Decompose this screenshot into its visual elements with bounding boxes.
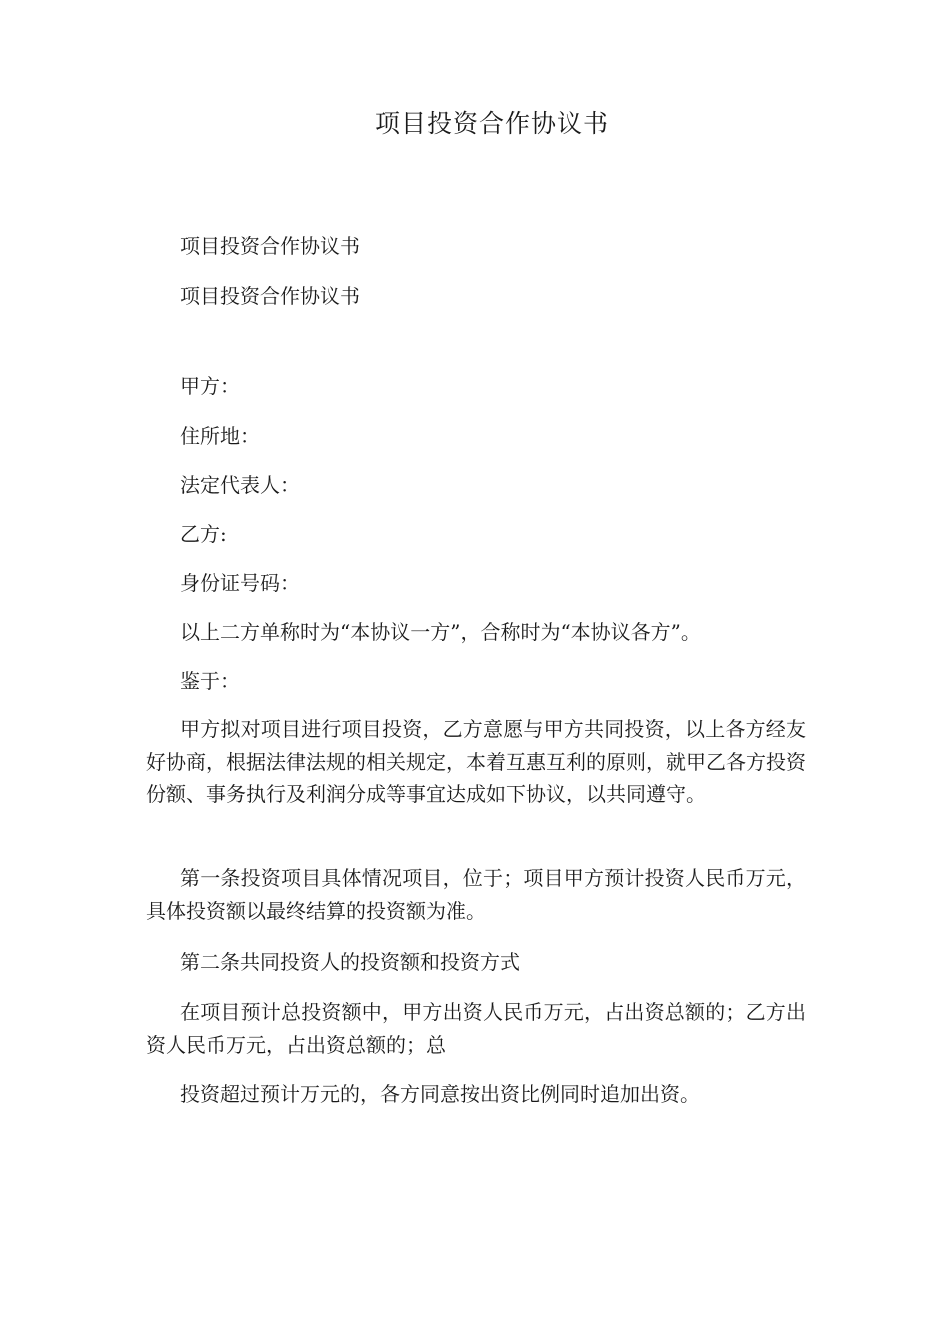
document-title: 项目投资合作协议书: [374, 109, 609, 138]
id-number-field: 身份证号码：: [180, 571, 300, 595]
article-1-paragraph: 第一条投资项目具体情况项目，位于；项目甲方预计投资人民币万元，具体投资额以最终结算的投资额为准。: [146, 866, 806, 923]
party-a-field: 甲方：: [180, 374, 240, 398]
party-b-field: 乙方:: [180, 522, 227, 546]
article-2-heading: 第二条共同投资人的投资额和投资方式: [180, 950, 520, 974]
recital-paragraph: 甲方拟对项目进行项目投资，乙方意愿与甲方共同投资，以上各方经友好协商，根据法律法规的相关规定，本着互惠互利的原则，就甲乙各方投资份额、事务执行及利润分成等事宜达成如下协议，以共同遵守。: [146, 717, 806, 806]
whereas-heading: 鉴于：: [180, 669, 240, 693]
subtitle-line-1: 项目投资合作协议书: [180, 234, 360, 258]
subtitle-line-2: 项目投资合作协议书: [180, 284, 360, 308]
address-field: 住所地：: [180, 424, 260, 448]
article-2-paragraph: 在项目预计总投资额中，甲方出资人民币万元，占出资总额的；乙方出资人民币万元，占出资总额的；总: [146, 1000, 806, 1057]
legal-representative-field: 法定代表人：: [180, 473, 300, 497]
article-2-continuation: 投资超过预计万元的，各方同意按出资比例同时追加出资。: [180, 1082, 700, 1106]
naming-clause: 以上二方单称时为“本协议一方”，合称时为“本协议各方”。: [180, 620, 701, 644]
